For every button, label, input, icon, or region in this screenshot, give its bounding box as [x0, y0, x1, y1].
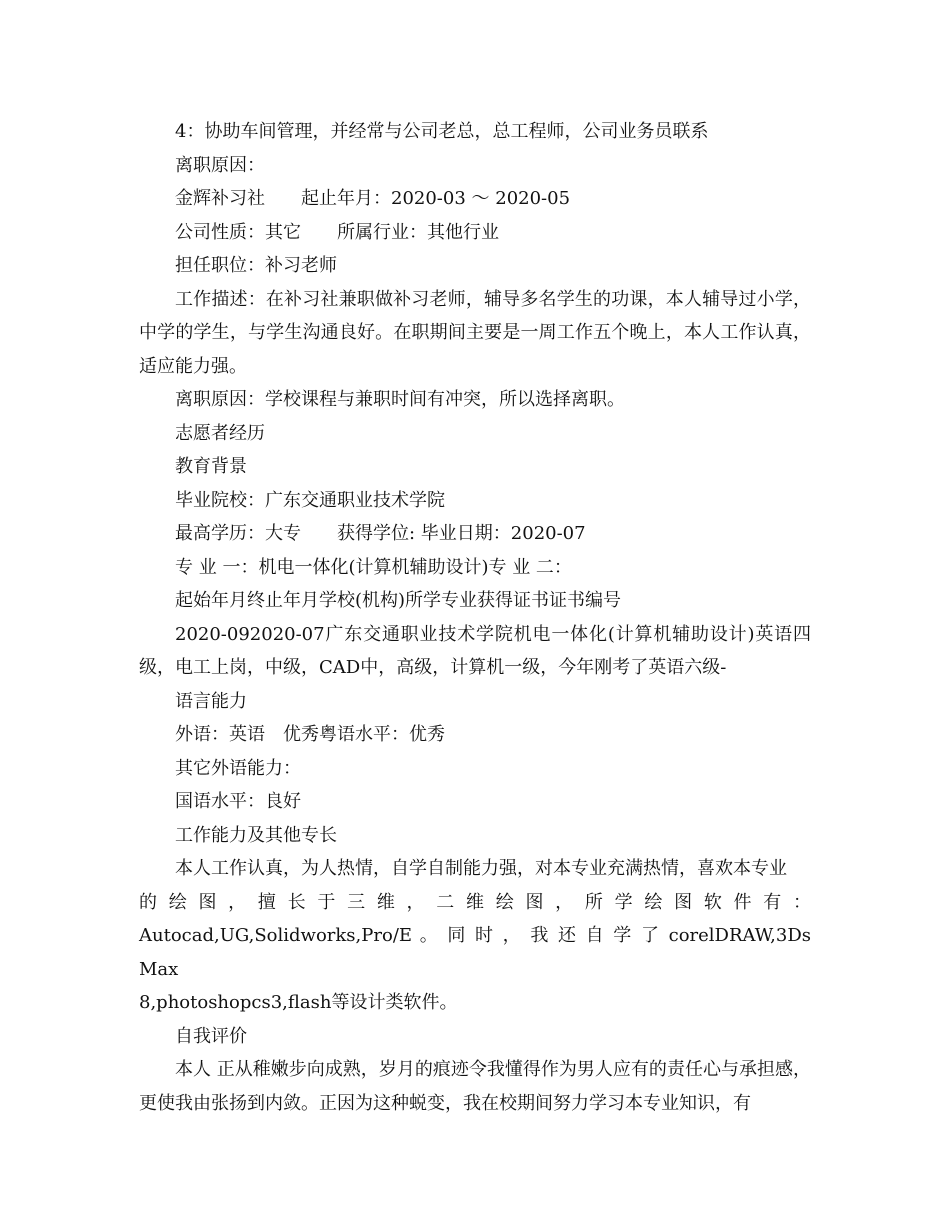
- document-body: [139, 115, 811, 1120]
- section-heading: 语言能力: [175, 690, 247, 712]
- skills-line: Autocad,UG,Solidworks,Pro/E 。 同 时 ， 我 还 自 学 了 corelDRAW,3Ds Max: [139, 925, 811, 980]
- text-line: 离职原因：学校课程与兼职时间有冲突，所以选择离职。: [175, 389, 625, 410]
- text-line: 4：协助车间管理，并经常与公司老总，总工程师，公司业务员联系: [175, 121, 709, 142]
- work-description-paragraph: 工作描述：在补习社兼职做补习老师，辅导多名学生的功课，本人辅导过小学，中学的学生，与学生沟通良好。在职期间主要是一周工作五个晚上，本人工作认真，适应能力强。: [139, 288, 811, 377]
- section-heading: 自我评价: [175, 1025, 247, 1047]
- section-heading: 教育背景: [175, 456, 247, 477]
- self-evaluation-paragraph: 本人 正从稚嫩步向成熟，岁月的痕迹令我懂得作为男人应有的责任心与承担感，更使我由张扬到内敛。正因为这种蜕变，我在校期间努力学习本专业知识，有: [139, 1059, 811, 1114]
- text-line: 离职原因：: [175, 154, 265, 176]
- text-line: 外语：英语 优秀粤语水平：优秀: [175, 724, 445, 745]
- text-line: 其它外语能力：: [175, 757, 301, 779]
- text-line: 最高学历：大专 获得学位: 毕业日期：2020-07: [175, 523, 586, 544]
- section-heading: 志愿者经历: [175, 422, 265, 444]
- skills-paragraph: [139, 852, 811, 1020]
- section-heading: 工作能力及其他专长: [175, 824, 337, 846]
- text-line: 毕业院校：广东交通职业技术学院: [175, 489, 445, 511]
- education-record-paragraph: 2020-092020-07广东交通职业技术学院机电一体化(计算机辅助设计)英语四级，电工上岗，中级，CAD中，高级，计算机一级，今年刚考了英语六级-: [139, 623, 811, 678]
- skills-line: 8,photoshopcs3,flash等设计类软件。: [139, 992, 458, 1013]
- text-line: 国语水平：良好: [175, 791, 301, 812]
- text-line: 起始年月终止年月学校(机构)所学专业获得证书证书编号: [175, 590, 622, 611]
- skills-line: 本人工作认真，为人热情，自学自制能力强，对本专业充满热情，喜欢本专业: [175, 858, 787, 879]
- text-line: 公司性质：其它 所属行业：其他行业: [175, 221, 499, 243]
- skills-line: 的 绘 图 ， 擅 长 于 三 维 ， 二 维 绘 图 ， 所 学 绘 图 软 件 有 ：: [139, 891, 811, 913]
- text-line: 担任职位：补习老师: [175, 255, 337, 276]
- text-line: 金辉补习社 起止年月：2020-03 ～ 2020-05: [175, 188, 571, 209]
- text-line: 专 业 一：机电一体化(计算机辅助设计)专 业 二：: [175, 556, 572, 578]
